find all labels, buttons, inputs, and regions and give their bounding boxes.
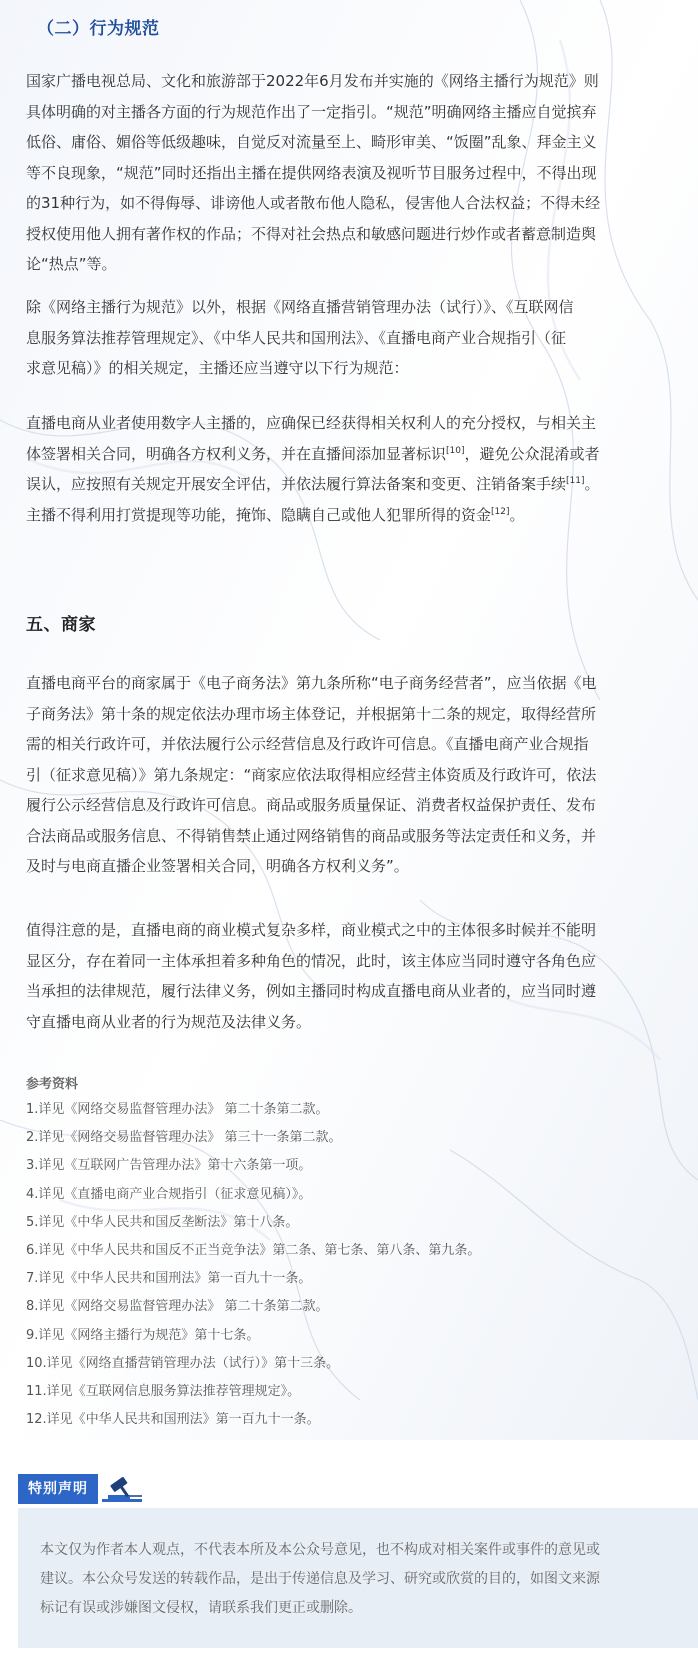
special-notice-label: 特别声明 — [18, 1474, 98, 1504]
reference-item: 10.详见《网络直播营销管理办法（试行）》第十三条。 — [26, 1355, 340, 1371]
notice-line: 标记有误或涉嫌图文侵权，请联系我们更正或删除。 — [40, 1600, 362, 1616]
text-line: 低俗、庸俗、媚俗等低级趣味，自觉反对流量至上、畸形审美、“饭圈”乱象、拜金主义 — [26, 133, 597, 151]
text-line: 除《网络主播行为规范》以外，根据《网络直播营销管理办法（试行）》、《互联网信 — [26, 298, 574, 316]
notice-line: 建议。本公众号发送的转载作品，是出于传递信息及学习、研究或欣赏的目的，如图文来源 — [40, 1571, 600, 1587]
text-line: 需的相关行政许可，并依法履行公示经营信息及行政许可信息。《直播电商产业合规指 — [26, 735, 589, 753]
text-line: 求意见稿）》的相关规定，主播还应当遵守以下行为规范： — [26, 359, 409, 377]
text-line: 引（征求意见稿）》第九条规定：“商家应依法取得相应经营主体资质及行政许可，依法 — [26, 765, 597, 784]
text-line: 守直播电商从业者的行为规范及法律义务。 — [26, 1012, 312, 1031]
text-line: 的31种行为，如不得侮辱、诽谤他人或者散布他人隐私，侵害他人合法权益；不得未经 — [26, 194, 601, 212]
reference-item: 7.详见《中华人民共和国刑法》第一百九十一条。 — [26, 1271, 312, 1287]
text-line: 子商务法》第十条的规定依法办理市场主体登记，并根据第十二条的规定，取得经营所 — [26, 704, 597, 723]
text-segment: 体签署相关合同，明确各方权利义务，并在直播间添加显著标识 — [26, 444, 447, 463]
special-notice-text — [40, 1536, 680, 1623]
text-segment: 主播不得利用打赏提现等功能，掩饰、隐瞒自己或他人犯罪所得的资金 — [26, 505, 492, 524]
text-line: 等不良现象，“规范”同时还指出主播在提供网络表演及视听节目服务过程中，不得出现 — [26, 163, 597, 182]
text-line: 值得注意的是，直播电商的商业模式复杂多样，商业模式之中的主体很多时候并不能明 — [26, 921, 597, 939]
text-segment: ，避免公众混淆或者 — [464, 444, 600, 463]
reference-item: 6.详见《中华人民共和国反不正当竞争法》第二条、第七条、第八条、第九条。 — [26, 1242, 481, 1258]
reference-item: 2.详见《网络交易监督管理办法》 第三十一条第二款。 — [26, 1130, 342, 1146]
reference-item: 11.详见《互联网信息服务算法推荐管理规定》。 — [26, 1383, 301, 1399]
references-list — [26, 1096, 626, 1434]
section-title-merchants: 五、商家 — [26, 615, 96, 635]
reference-item: 3.详见《互联网广告管理办法》第十六条第一项。 — [26, 1158, 312, 1174]
footnote-ref-11[interactable]: [11] — [566, 476, 585, 486]
section-title-conduct: （二）行为规范 — [37, 19, 160, 39]
special-notice-box — [18, 1508, 698, 1648]
reference-item: 5.详见《中华人民共和国反垄断法》第十八条。 — [26, 1214, 299, 1230]
text-line: 合法商品或服务信息、不得销售禁止通过网络销售的商品或服务等法定责任和义务，并 — [26, 826, 597, 845]
footnote-ref-12[interactable]: [12] — [491, 506, 510, 517]
text-line: 履行公示经营信息及行政许可信息。商品或服务质量保证、消费者权益保护责任、发布 — [26, 796, 597, 814]
notice-line: 本文仅为作者本人观点，不代表本所及本公众号意见，也不构成对相关案件或事件的意见或 — [40, 1542, 600, 1558]
text-line — [26, 439, 694, 470]
text-line: 及时与电商直播企业签署相关合同，明确各方权利义务”。 — [26, 857, 409, 875]
gavel-icon — [100, 1474, 148, 1504]
footnote-ref-10[interactable]: [10] — [446, 445, 465, 456]
text-line: 当承担的法律规范，履行法律义务，例如主播同时构成直播电商从业者的，应当同时遵 — [26, 982, 597, 1000]
text-line: 国家广播电视总局、文化和旅游部于2022年6月发布并实施的《网络主播行为规范》则 — [26, 72, 599, 90]
paragraph-conduct-norms — [26, 66, 694, 280]
reference-item: 4.详见《直播电商产业合规指引（征求意见稿）》。 — [26, 1186, 312, 1202]
text-line — [26, 500, 694, 531]
text-line: 显区分，存在着同一主体承担着多种角色的情况，此时，该主体应当同时遵守各角色应 — [26, 951, 597, 970]
reference-item: 12.详见《中华人民共和国刑法》第一百九十一条。 — [26, 1412, 320, 1428]
reference-item: 1.详见《网络交易监督管理办法》 第二十条第二款。 — [26, 1102, 329, 1117]
reference-item: 8.详见《网络交易监督管理办法》 第二十条第二款。 — [26, 1299, 329, 1315]
paragraph-multi-role — [26, 915, 694, 1037]
text-line: 授权使用他人拥有著作权的作品；不得对社会热点和敏感问题进行炒作或者蓄意制造舆 — [26, 224, 597, 243]
paragraph-other-rules — [26, 292, 694, 384]
text-line: 具体明确的对主播各方面的行为规范作出了一定指引。“规范”明确网络主播应自觉摈弃 — [26, 102, 597, 121]
text-line: 息服务算法推荐管理规定》、《中华人民共和国刑法》、《直播电商产业合规指引（征 — [26, 328, 567, 347]
paragraph-digital-human — [26, 408, 694, 530]
text-segment: 。 — [584, 475, 600, 493]
text-segment: 误认，应按照有关规定开展安全评估，并依法履行算法备案和变更、注销备案手续 — [26, 475, 567, 493]
text-line: 直播电商平台的商家属于《电子商务法》第九条所称“电子商务经营者”，应当依据《电 — [26, 674, 597, 692]
text-segment: 。 — [509, 505, 525, 524]
text-line: 直播电商从业者使用数字人主播的，应确保已经获得相关权利人的充分授权，与相关主 — [26, 414, 597, 432]
text-line — [26, 469, 694, 500]
text-line: 论“热点”等。 — [26, 255, 117, 273]
references-title: 参考资料 — [26, 1077, 79, 1092]
reference-item: 9.详见《网络主播行为规范》第十七条。 — [26, 1327, 260, 1343]
paragraph-merchants — [26, 668, 694, 882]
